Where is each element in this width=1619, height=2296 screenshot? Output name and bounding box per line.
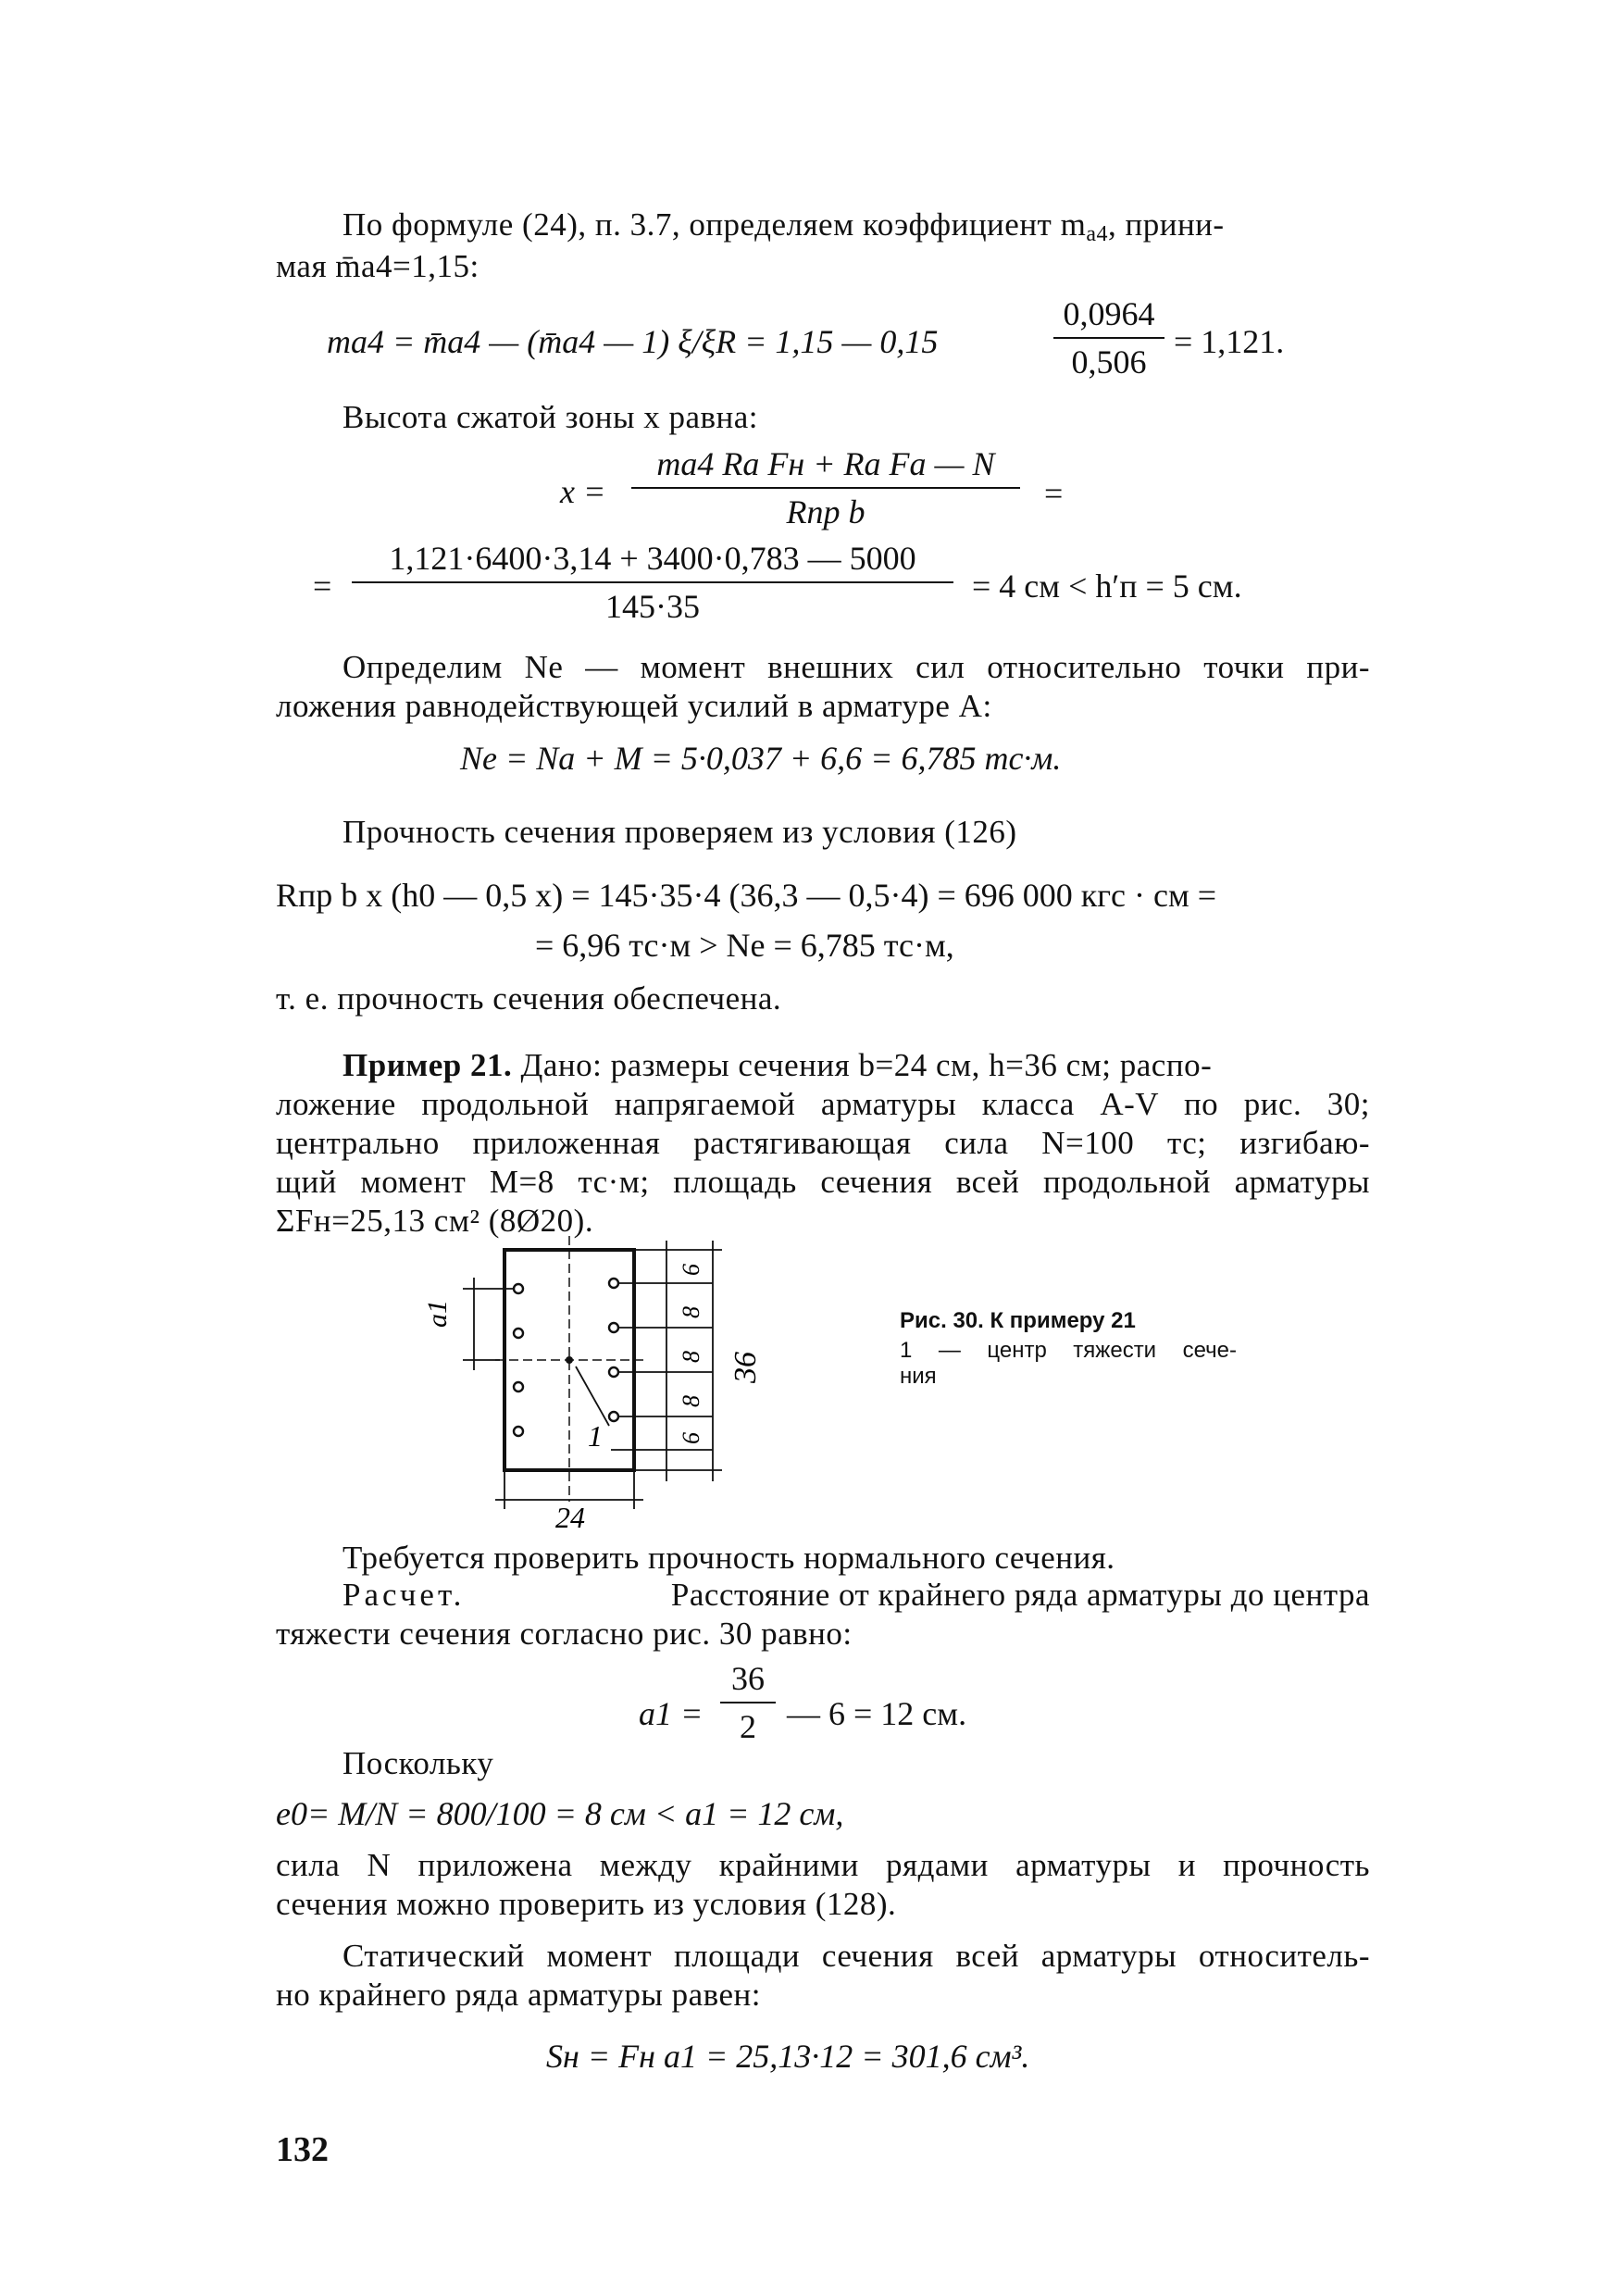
text-line: ΣFн=25,13 см² (8Ø20). [276,1203,594,1239]
center-label: 1 [588,1419,603,1453]
fraction-denominator: Rпр b [786,493,866,530]
dimension-label: a1 [422,1300,453,1328]
fraction-numerator: 0,0964 [1063,295,1155,332]
text-line: щий момент M=8 тс·м; площадь сечения всей продольной арматуры [276,1164,1370,1200]
spacing-label: 6 [678,1432,704,1444]
text-line: Расчет. Расстояние от крайнего ряда арматуры до центра [342,1577,1370,1613]
figure-caption-text: 1 — центр тяжести сече- [900,1338,1237,1363]
text-line: Прочность сечения проверяем из условия (126) [342,814,1017,850]
text-line: сила N приложена между крайними рядами арматуры и прочность [276,1847,1370,1883]
figure-caption-title: Рис. 30. К примеру 21 [900,1308,1136,1333]
spacing-label: 8 [678,1306,704,1318]
text-line: мая m̄а4=1,15: [276,248,479,284]
fraction-denominator: 2 [740,1708,756,1745]
text-line: Статический момент площади сечения всей арматуры относитель- [342,1938,1370,1974]
text-line: Пример 21. Дано: размеры сечения b=24 см, h=36 см; распо- [342,1047,1213,1083]
text-line: Поскольку [342,1745,494,1781]
formula: Rпр b x (h0 — 0,5 x) = 145·35·4 (36,3 — 0,5·4) = 696 000 кгс · см = [276,877,1217,914]
formula-x: x = [560,473,606,510]
height-label: 36 [729,1352,763,1383]
fraction-numerator: mа4 Rа Fн + Rа Fа — N [656,445,995,482]
text-line: т. е. прочность сечения обеспечена. [276,980,782,1017]
text-line: сечения можно проверить из условия (128). [276,1886,897,1922]
text-line: тяжести сечения согласно рис. 30 равно: [276,1616,853,1652]
width-label: 24 [555,1501,585,1534]
text-line: центрально приложенная растягивающая сила N=100 тс; изгибаю- [276,1125,1370,1161]
fraction-bar [720,1702,776,1703]
fraction-bar [1053,337,1164,339]
fraction-numerator: 36 [731,1660,765,1697]
formula-right: — 6 = 12 см. [787,1695,967,1732]
fraction-numerator: 1,121·6400·3,14 + 3400·0,783 — 5000 [389,540,916,577]
fraction-bar [352,581,953,583]
text-line: ложения равнодействующей усилий в арматуре A: [276,688,992,724]
spacing-label: 8 [678,1395,704,1407]
figure-caption-text: ния [900,1364,937,1389]
formula-right: = 4 см < h′п = 5 см. [972,568,1242,605]
formula-equals: = [313,568,332,605]
formula-left: a1 = [639,1695,704,1732]
page-number: 132 [276,2130,329,2169]
fraction-denominator: 0,506 [1071,343,1147,381]
formula: e0= M/N = 800/100 = 8 см < a1 = 12 см, [276,1795,844,1832]
fraction-denominator: 145·35 [605,588,700,625]
text-line: Высота сжатой зоны x равна: [342,399,759,435]
section-diagram [407,1231,815,1534]
formula: Sн = Fн a1 = 25,13·12 = 301,6 см³. [546,2038,1030,2075]
spacing-label: 6 [678,1264,704,1276]
formula: = 6,96 тс·м > Ne = 6,785 тс·м, [535,927,954,964]
formula-equals: = [1044,475,1064,512]
text-line: По формуле (24), п. 3.7, определяем коэффициент mа4, прини- [342,206,1225,246]
center-of-gravity-dot [566,1356,573,1364]
spacing-label: 8 [678,1351,704,1363]
formula-right: = 1,121. [1174,323,1285,360]
text-line: ложение продольной напрягаемой арматуры класса А-V по рис. 30; [276,1086,1370,1122]
formula: Ne = Na + M = 5·0,037 + 6,6 = 6,785 тс·м. [460,740,1062,777]
text-line: Требуется проверить прочность нормального сечения. [342,1540,1115,1576]
text-line: Определим Ne — момент внешних сил относительно точки при- [342,649,1370,685]
text-line: но крайнего ряда арматуры равен: [276,1977,761,2013]
formula-left: mа4 = m̄а4 — (m̄а4 — 1) ξ/ξR = 1,15 — 0,15 [327,323,939,360]
example-title: Пример 21. [342,1047,513,1083]
fraction-bar [631,487,1020,489]
